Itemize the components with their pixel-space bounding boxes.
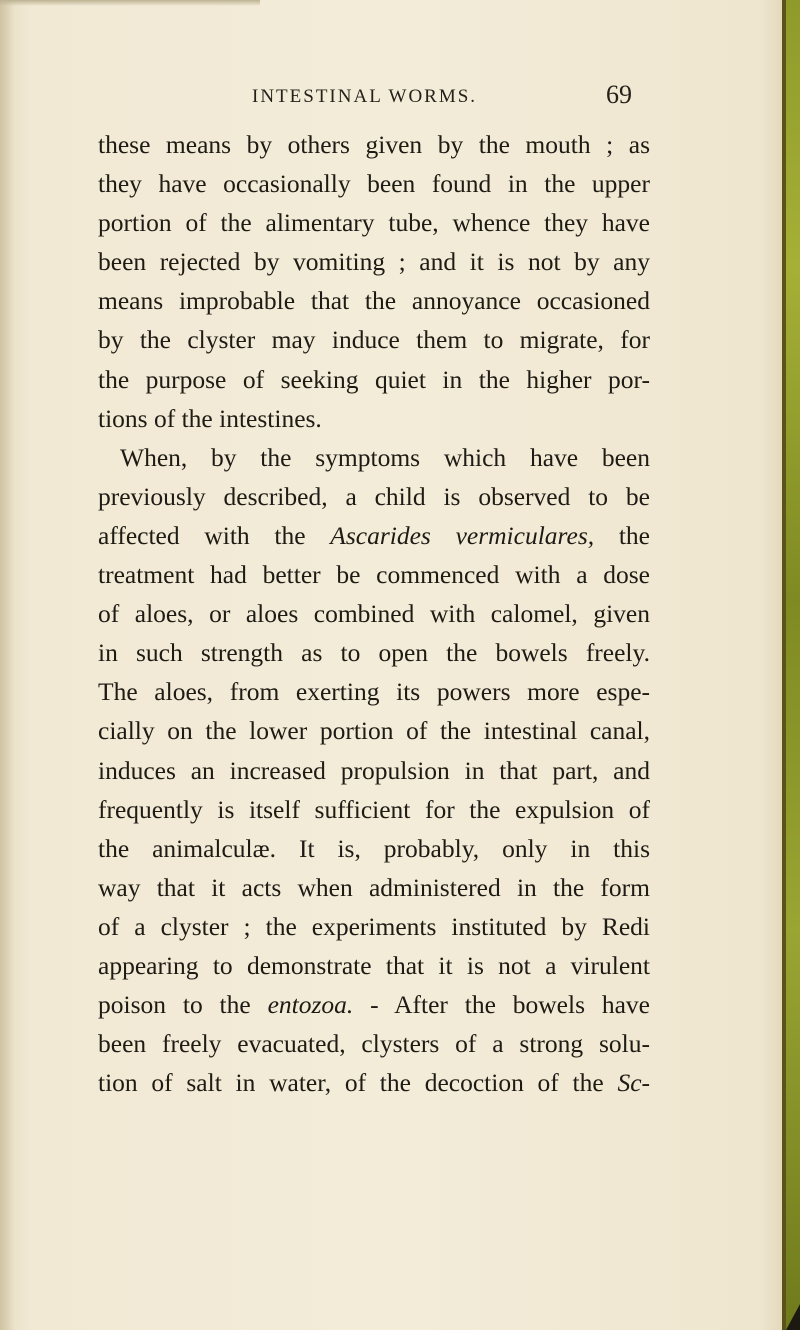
page-number: 69 — [606, 80, 632, 109]
italic-phrase: entozoa. — [267, 990, 354, 1020]
text-line: frequently is itself sufficient for the expulsion of — [98, 794, 650, 824]
text-line: the purpose of seeking quiet in the higher por- — [98, 364, 650, 394]
page-top-shadow — [0, 0, 260, 6]
text-line: these means by others given by the mouth ; as — [98, 130, 650, 159]
text-line: by the clyster may induce them to migrate, for — [98, 325, 650, 355]
text-line: portion of the alimentary tube, whence they have — [98, 208, 650, 238]
text-line: the animalculæ. It is, probably, only in this — [98, 833, 650, 863]
text-line: been freely evacuated, clysters of a strong solu- — [98, 1029, 650, 1059]
text-line: been rejected by vomiting ; and it is not by any — [98, 247, 650, 277]
text-line: treatment had better be commenced with a dose — [98, 560, 650, 590]
text-line: they have occasionally been found in the upper — [98, 169, 650, 199]
text-line: means improbable that the annoyance occasioned — [98, 286, 650, 316]
text-line: of aloes, or aloes combined with calomel, given — [98, 599, 650, 629]
text-line: cially on the lower portion of the intestinal canal, — [98, 716, 650, 746]
text-line: in such strength as to open the bowels freely. — [98, 638, 650, 668]
text-line: previously described, a child is observed to be — [98, 481, 650, 511]
italic-phrase: Ascarides vermiculares, — [330, 520, 595, 550]
text-line: The aloes, from exerting its powers more espe- — [98, 677, 650, 707]
text-line: induces an increased propulsion in that part, and — [98, 755, 650, 785]
text-line: way that it acts when administered in the form — [98, 872, 650, 902]
text-line: of a clyster ; the experiments instituted by Redi — [98, 911, 650, 941]
body-text — [98, 125, 650, 1102]
gutter-shadow — [0, 0, 14, 1330]
text-line: affected with the Ascarides vermiculares, the — [98, 520, 650, 550]
text-line: tions of the intestines. — [98, 403, 322, 433]
text-line: tion of salt in water, of the decoction of the Sc- — [98, 1068, 650, 1098]
text-line: poison to the entozoa. - After the bowels have — [98, 990, 650, 1020]
italic-phrase: Sc- — [617, 1068, 650, 1098]
running-header: INTESTINAL WORMS. — [252, 86, 478, 107]
text-line: When, by the symptoms which have been — [120, 442, 650, 472]
text-line: appearing to demonstrate that it is not a virulent — [98, 950, 650, 980]
page-edge-strip — [782, 0, 800, 1330]
